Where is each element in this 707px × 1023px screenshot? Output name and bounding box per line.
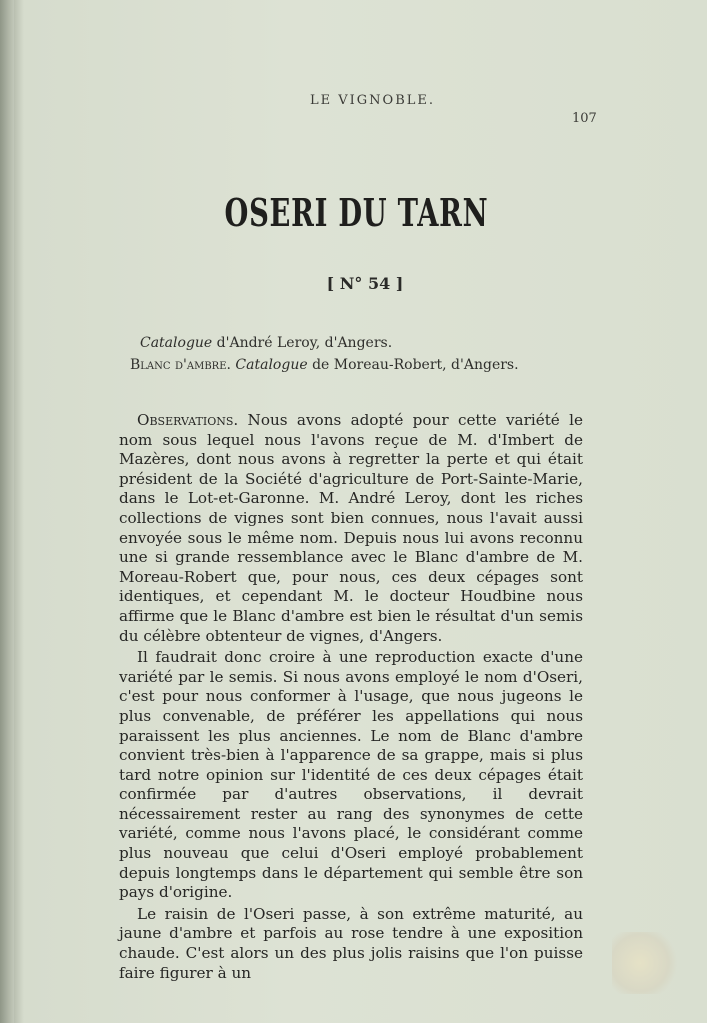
running-head: LE VIGNOBLE. [310, 93, 436, 108]
page-title: OSERI DU TARN [224, 190, 489, 235]
synonym-source: d'André Leroy, d'Angers. [212, 335, 393, 351]
corner-stain [612, 932, 682, 994]
book-gutter [0, 0, 14, 1023]
synonym-line [140, 332, 519, 354]
synonym-line [130, 354, 519, 376]
paragraph-text: Nous avons adopté pour cette variété le nom sous lequel nous l'avons reçue de M. d'Imbert de Mazères, dont nous avons à regretter la perte et qui était président de la Société d'agriculture de Port-Sainte-Marie, dans le Lot-et-Garonne. M. André Leroy, dont les riches collections de vignes sont bien connues, nous l'avait aussi envoyée sous le même nom. Depuis nous lui avons reconnu une si grande ressemblance avec le Blanc d'ambre de M. Moreau-Robert que, pour nous, ces deux cépages sont identiques, et cependant M. le docteur Houdbine nous affirme que le Blanc d'ambre est bien le résultat d'un semis du célèbre obtenteur de vignes, d'Angers. [119, 411, 583, 645]
paragraph [119, 411, 583, 646]
paragraph: Le raisin de l'Oseri passe, à son extrême maturité, au jaune d'ambre et parfois au rose tendre à une exposition chaude. C'est alors un des plus jolis raisins que l'on puisse faire figurer à un [119, 904, 583, 982]
paragraph: Il faudrait donc croire à une reproduction exacte d'une variété par le semis. Si nous avons employé le nom d'Oseri, c'est pour nous conformer à l'usage, que nous jugeons le plus convenable, de préférer les appellations qui nous paraissent les plus anciennes. Le nom de Blanc d'ambre convient très-bien à l'apparence de sa grappe, mais si plus tard notre opinion sur l'identité de ces deux cépages était confirmée par d'autres observations, il devrait nécessairement rester au rang des synonymes de cette variété, comme nous l'avons placé, le considérant comme plus nouveau que celui d'Oseri employé probablement depuis longtemps dans le département qui semble être son pays d'origine. [119, 648, 583, 902]
page-number: 107 [572, 111, 597, 126]
synonym-catalogue: Catalogue [140, 335, 213, 351]
variety-number: [ N° 54 ] [326, 274, 404, 293]
synonym-list [130, 332, 519, 376]
synonym-name: Blanc d'ambre. [130, 357, 236, 373]
observations-label: Observations. [137, 411, 239, 429]
synonym-source: de Moreau-Robert, d'Angers. [307, 357, 519, 373]
synonym-catalogue: Catalogue [235, 357, 308, 373]
body-text [119, 411, 583, 983]
